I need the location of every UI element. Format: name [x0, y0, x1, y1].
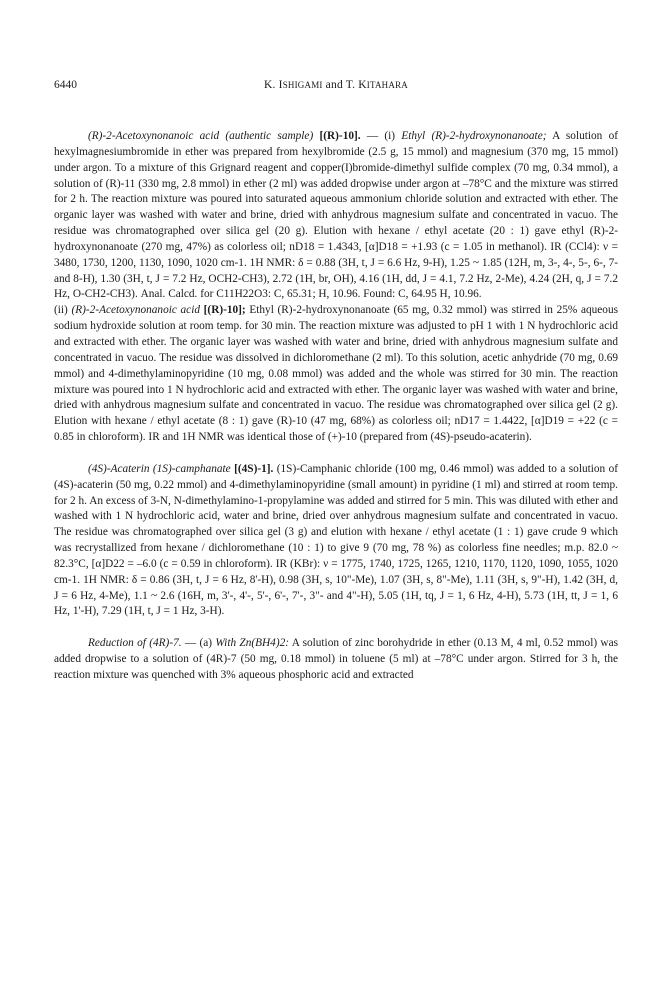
step-marker: (ii) [54, 304, 72, 317]
section-title: (4S)-Acaterin (1S)-camphanate [88, 462, 231, 475]
section-title: Reduction of (4R)-7. [88, 637, 182, 650]
paragraph-authentic-sample [54, 129, 618, 303]
compound-label: [(R)-10]; [200, 304, 246, 317]
running-head [54, 78, 618, 94]
author2-initial: T. K [345, 79, 367, 91]
compound-label: [(R)-10]. [319, 130, 361, 142]
author1-surname: SHIGAMI [282, 80, 323, 90]
author1-initial: K. I [264, 79, 283, 91]
step-marker: — (i) [360, 130, 402, 142]
paragraph-camphanate [54, 462, 618, 620]
paragraph-text: Ethyl (R)-2-hydroxynonanoate (65 mg, 0.32 mmol) was stirred in 25% aqueous sodium hydroxide solution at room temp. for 30 min. The reaction mixture was adjusted to pH 1 with 1 N hydrochloric acid and extracted with ether. The organic layer was washed with water and brine, dried with anhydrous magnesium sulfate and concentrated in vacuo. The residue was dissolved in dichloromethane (2 ml). To this solution, acetic anhydride (70 mg, 0.69 mmol) and 4-dimethylaminopyridine (10 mg, 0.08 mmol) was added and the whole was stirred for 30 min. The reaction mixture was poured into 1 N hydrochloric acid and extracted with ether. The organic layer was washed with water and brine, dried with anhydrous magnesium sulfate and concentrated in vacuo. The residue was chromatographed over silica gel (2 g). Elution with hexane / ethyl acetate (8 : 1) gave (R)-10 (47 mg, 68%) as colorless oil; nD17 = 1.4422, [α]D19 = +22 (c = 0.85 in chloroform). IR and 1H NMR was identical those of (+)-10 (prepared from (4S)-pseudo-acaterin). [54, 304, 618, 444]
step-title: With Zn(BH4)2: [215, 637, 290, 650]
author2-surname: ITAHARA [366, 80, 408, 90]
paragraph-text: A solution of hexylmagnesiumbromide in ether was prepared from hexylbromide (2.5 g, 15 mmol) and magnesium (370 mg, 15 mmol) under argon. To a mixture of this Grignard reagent and copper(I)bromide-dimethyl sulfide complex (70 mg, 0.34 mmol), a solution of (R)-11 (330 mg, 2.8 mmol) in ether (2 ml) was added dropwise under argon at –78°C and the mixture was stirred for 2 h. The reaction mixture was poured into saturated aqueous ammonium chloride solution and extracted with ether. The organic layer was washed with water and brine, dried with anhydrous magnesium sulfate and concentrated in vacuo. The residue was chromatographed over silica gel (20 g). Elution with hexane / ethyl acetate (20 : 1) gave ethyl (R)-2-hydroxynonanoate (270 mg, 47%) as colorless oil; nD18 = 1.4343, [α]D18 = +1.93 (c = 1.05 in methanol). IR (CCl4): ν = 3480, 1730, 1200, 1130, 1090, 1020 cm-1. 1H NMR: δ = 0.88 (3H, t, J = 6.6 Hz, 9-H), 1.25 ~ 1.85 (12H, m, 3-, 4-, 5-, 6-, 7- and 8-H), 1.30 (3H, t, J = 7.2 Hz, OCH2-CH3), 2.72 (1H, br, OH), 4.16 (1H, dd, J = 4.1, 7.2 Hz, 2-Me), 4.24 (2H, q, J = 7.2 Hz, O-CH2-CH3). Anal. Calcd. for C11H22O3: C, 65.31; H, 10.96. Found: C, 64.95 H, 10.96. [54, 130, 618, 301]
paragraph-text: (1S)-Camphanic chloride (100 mg, 0.46 mmol) was added to a solution of (4S)-acaterin (50 mg, 0.22 mmol) and 4-dimethylaminopyridine (small amount) in pyridine (1 ml) and stirred at room temp. for 2 h. An excess of 3-N, N-dimethylamino-1-propylamine was added and stirred for 5 min. This was diluted with ether and washed with 1 N hydrochloric acid, water and brine, dried over anhydrous magnesium sulfate and concentrated in vacuo. The residue was chromatographed over silica gel (3 g) and elution with hexane / ethyl acetate (1 : 1) gave crude 9 which was recrystallized from hexane / dichloromethane (10 : 1) to give 9 (70 mg, 78 %) as colorless fine needles; m.p. 82.0 ~ 82.3°C, [α]D22 = –6.0 (c = 0.59 in chloroform). IR (KBr): ν = 1775, 1740, 1725, 1265, 1210, 1170, 1120, 1090, 1055, 1020 cm-1. 1H NMR: δ = 0.86 (3H, t, J = 6 Hz, 8'-H), 0.98 (3H, s, 10"-Me), 1.07 (3H, s, 8"-Me), 1.11 (3H, s, 9"-H), 1.42 (3H, d, J = 6 Hz, 4-Me), 1.1 ~ 2.6 (16H, m, 3'-, 4'-, 5'-, 6'-, 7'-, 3"- and 4"-H), 5.05 (1H, tq, J = 1, 6 Hz, 4-H), 5.73 (1H, tt, J = 1, 6 Hz, 1'-H), 7.29 (1H, t, J = 1 Hz, 3-H). [54, 462, 619, 618]
paragraph-text: A solution of zinc borohydride in ether (0.13 M, 4 ml, 0.52 mmol) was added dropwise to a solution of (4R)-7 (50 mg, 0.18 mmol) in toluene (5 ml) at –78°C under argon. Stirred for 3 h, the reaction mixture was quenched with 3% aqueous phosphoric acid and extracted [54, 637, 618, 681]
page-number: 6440 [54, 79, 77, 91]
paragraph-reduction [54, 636, 618, 684]
step-marker: — (a) [181, 637, 216, 650]
author-names [54, 78, 618, 94]
author-conjunction: and [322, 79, 346, 91]
section-title: (R)-2-Acetoxynonanoic acid (authentic sample) [88, 130, 314, 142]
compound-label: [(4S)-1]. [230, 462, 274, 475]
step-title: Ethyl (R)-2-hydroxynonanoate; [401, 130, 547, 142]
article-body [54, 129, 618, 684]
section-title: (R)-2-Acetoxynonanoic acid [71, 304, 200, 317]
paragraph-acetoxy-acid [54, 303, 618, 446]
